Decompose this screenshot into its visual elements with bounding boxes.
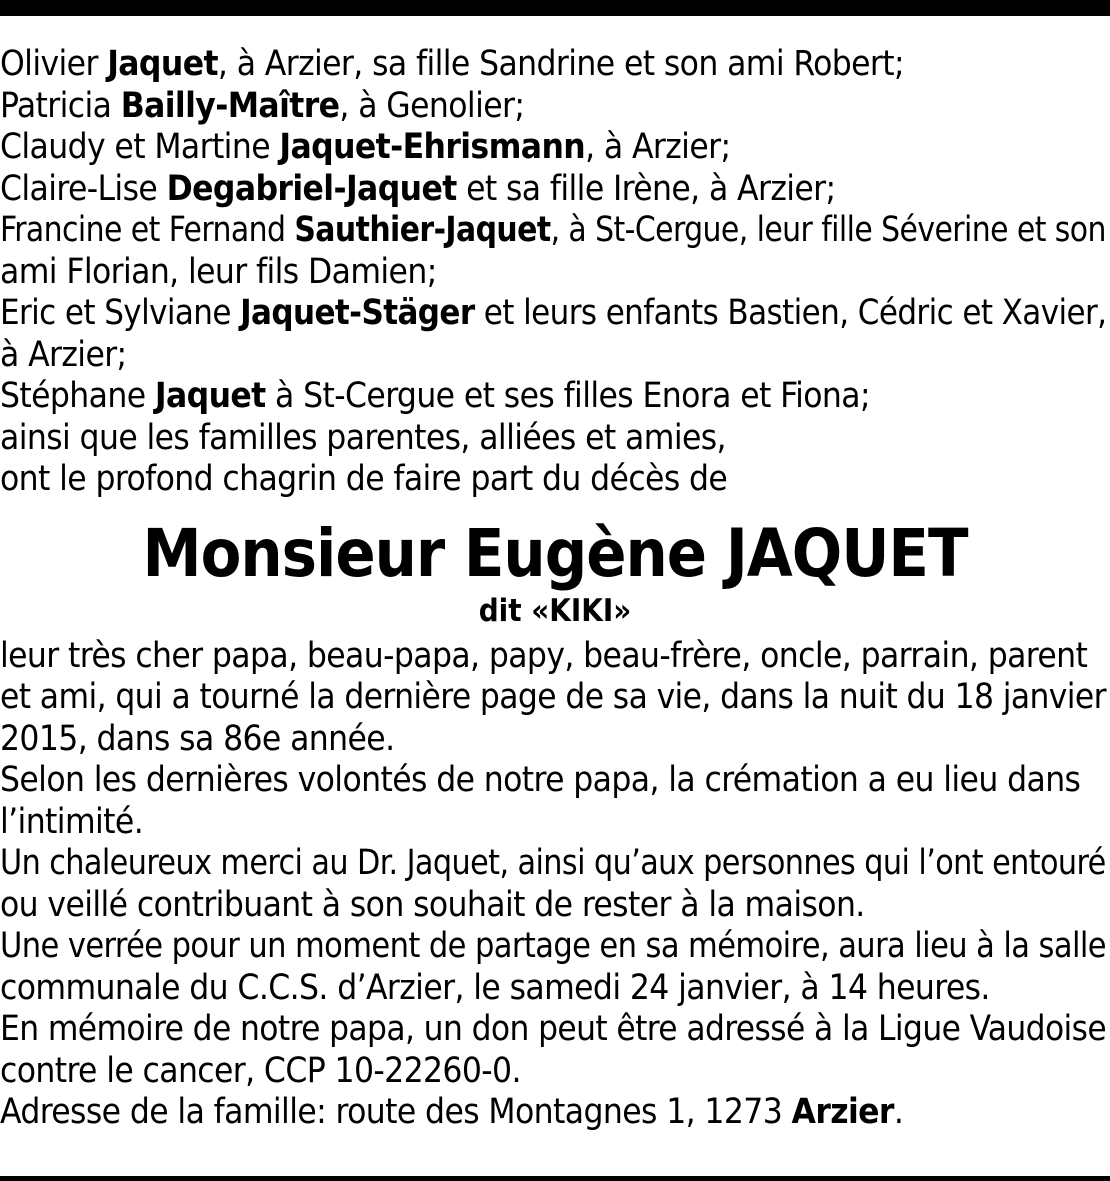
body-line: l’intimité. — [0, 801, 144, 842]
body-line: En mémoire de notre papa, un don peut être adressé à la Ligue Vaudoise — [0, 1009, 1107, 1049]
bottom-rule — [0, 1176, 1110, 1181]
top-rule — [0, 0, 1110, 16]
body-line: Un chaleureux merci au Dr. Jaquet, ainsi qu’aux personnes qui l’ont entouré — [0, 843, 1106, 883]
family-line: ainsi que les familles parentes, alliées et amies, — [0, 417, 726, 458]
body-line: Une verrée pour un moment de partage en sa mémoire, aura lieu à la salle — [0, 926, 1106, 966]
notice-body — [0, 636, 1110, 1134]
body-line: leur très cher papa, beau-papa, papy, beau-frère, oncle, parrain, parent — [0, 635, 1088, 676]
family-list — [0, 44, 1110, 501]
deceased-name: Monsieur Eugène JAQUET — [142, 514, 968, 592]
family-line: Stéphane Jaquet à St-Cergue et ses filles Enora et Fiona; — [0, 376, 870, 416]
body-line: communale du C.C.S. d’Arzier, le samedi 24 janvier, à 14 heures. — [0, 967, 990, 1008]
family-line: Claire-Lise Degabriel-Jaquet et sa fille Irène, à Arzier; — [0, 168, 836, 209]
body-line: et ami, qui a tourné la dernière page de sa vie, dans la nuit du 18 janvier — [0, 677, 1106, 717]
body-line: Adresse de la famille: route des Montagnes 1, 1273 Arzier. — [0, 1092, 904, 1132]
body-line: contre le cancer, CCP 10-22260-0. — [0, 1050, 521, 1091]
family-line: Claudy et Martine Jaquet-Ehrismann, à Arzier; — [0, 127, 731, 167]
body-line: ou veillé contribuant à son souhait de rester à la maison. — [0, 884, 865, 925]
deceased-nickname: dit «KIKI» — [478, 592, 632, 629]
family-line: à Arzier; — [0, 334, 127, 375]
body-line: 2015, dans sa 86e année. — [0, 718, 395, 759]
obituary-notice — [0, 44, 1110, 1134]
family-line: ami Florian, leur fils Damien; — [0, 251, 437, 292]
family-line: Francine et Fernand Sauthier-Jaquet, à St-Cergue, leur fille Séverine et son — [0, 210, 1106, 250]
family-line: ont le profond chagrin de faire part du décès de — [0, 459, 728, 499]
family-line: Olivier Jaquet, à Arzier, sa fille Sandrine et son ami Robert; — [0, 44, 905, 84]
family-line: Patricia Bailly-Maître, à Genolier; — [0, 85, 525, 126]
body-line: Selon les dernières volontés de notre papa, la crémation a eu lieu dans — [0, 760, 1081, 800]
family-line: Eric et Sylviane Jaquet-Stäger et leurs enfants Bastien, Cédric et Xavier, — [0, 293, 1107, 333]
